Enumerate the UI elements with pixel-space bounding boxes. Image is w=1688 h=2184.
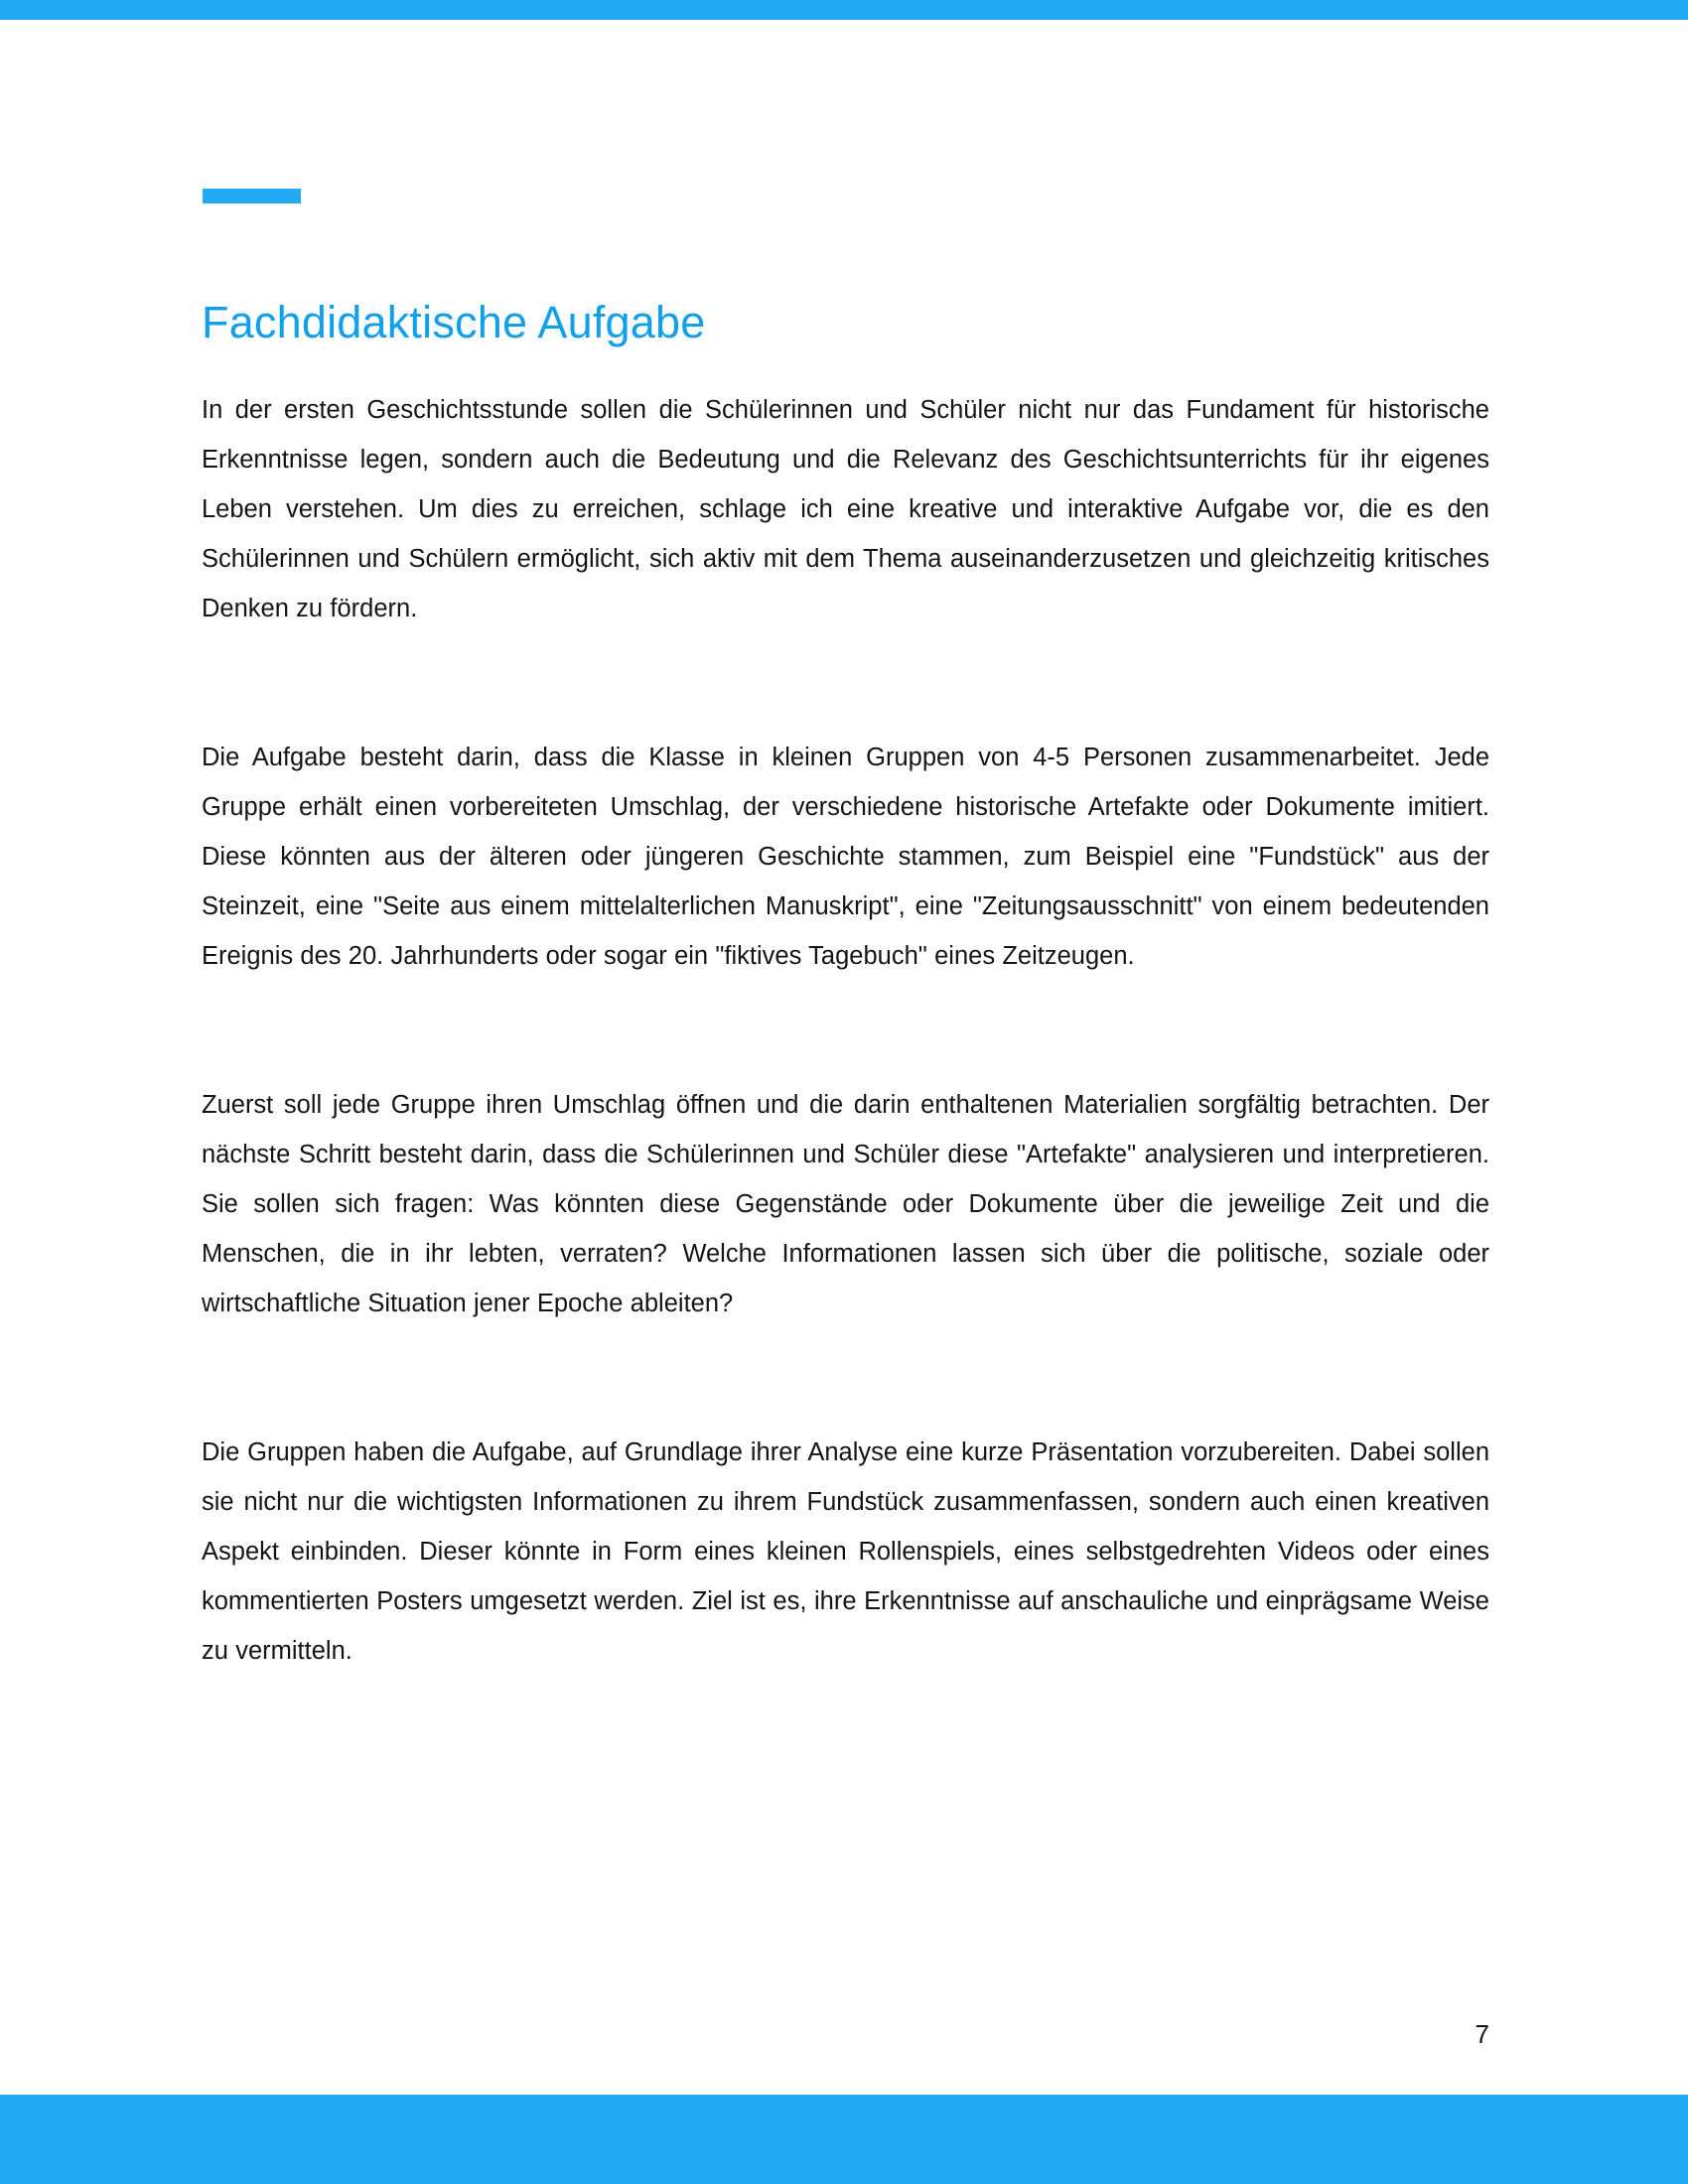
paragraph-2: Die Aufgabe besteht darin, dass die Klasse in kleinen Gruppen von 4-5 Personen zusammenarbeitet. Jede Gruppe erhält einen vorbereiteten Umschlag, der verschiedene historische Artefakte oder Dokumente imitiert. Diese könnten aus der älteren oder jüngeren Geschichte stammen, zum Beispiel eine "Fundstück" aus der Steinzeit, eine "Seite aus einem mittelalterlichen Manuskript", eine "Zeitungsausschnitt" von einem bedeutenden Ereignis des 20. Jahrhunderts oder sogar ein "fiktives Tagebuch" eines Zeitzeugen. xyxy=(202,744,1489,970)
heading-accent-dash xyxy=(203,189,301,204)
paragraph-3: Zuerst soll jede Gruppe ihren Umschlag öffnen und die darin enthaltenen Materialien sorgfältig betrachten. Der nächste Schritt besteht darin, dass die Schülerinnen und Schüler diese "Artefakte" analysieren und interpretieren. Sie sollen sich fragen: Was könnten diese Gegenstände oder Dokumente über die jeweilige Zeit und die Menschen, die in ihr lebten, verraten? Welche Informationen lassen sich über die politische, soziale oder wirtschaftliche Situation jener Epoche ableiten? xyxy=(202,1091,1489,1317)
body-text-block xyxy=(202,385,1489,1676)
paragraph-4: Die Gruppen haben die Aufgabe, auf Grundlage ihrer Analyse eine kurze Präsentation vorzubereiten. Dabei sollen sie nicht nur die wichtigsten Informationen zu ihrem Fundstück zusammenfassen, sondern auch einen kreativen Aspekt einbinden. Dieser könnte in Form eines kleinen Rollenspiels, eines selbstgedrehten Videos oder eines kommentierten Posters umgesetzt werden. Ziel ist es, ihre Erkenntnisse auf anschauliche und einprägsame Weise zu vermitteln. xyxy=(202,1438,1489,1665)
bottom-accent-band xyxy=(0,2095,1688,2184)
paragraph-1: In der ersten Geschichtsstunde sollen die Schülerinnen und Schüler nicht nur das Fundament für historische Erkenntnisse legen, sondern auch die Bedeutung und die Relevanz des Geschichtsunterrichts für ihr eigenes Leben verstehen. Um dies zu erreichen, schlage ich eine kreative und interaktive Aufgabe vor, die es den Schülerinnen und Schülern ermöglicht, sich aktiv mit dem Thema auseinanderzusetzen und gleichzeitig kritisches Denken zu fördern. xyxy=(202,396,1489,622)
page-number: 7 xyxy=(1475,2019,1489,2049)
top-accent-bar xyxy=(0,0,1688,20)
page-title: Fachdidaktische Aufgabe xyxy=(202,297,706,347)
